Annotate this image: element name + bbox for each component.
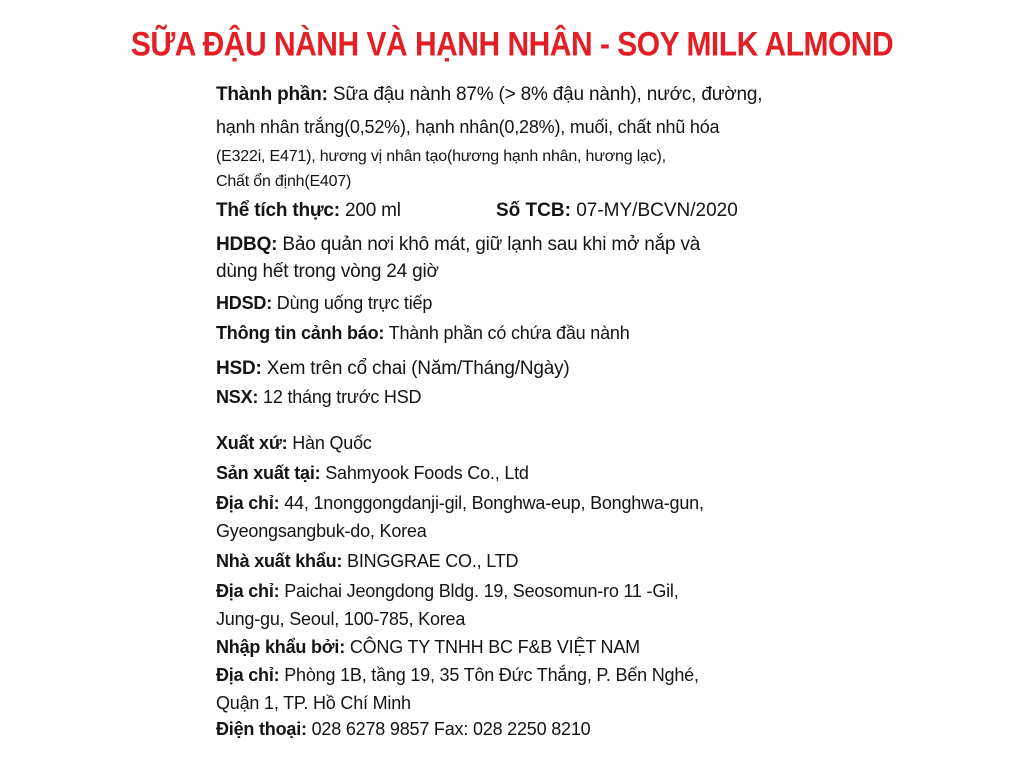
mfg-value: 12 tháng trước HSD (258, 387, 422, 407)
expiry-label: HSD: (216, 358, 262, 379)
storage-label: HDBQ: (216, 234, 278, 255)
ingredients-line-2: hạnh nhân trắng(0,52%), hạnh nhân(0,28%), muối, chất nhũ hóa (216, 117, 720, 137)
exporter-address-line-2: Jung-gu, Seoul, 100-785, Korea (216, 609, 466, 629)
exporter-address-line-1 (216, 580, 679, 602)
tcb-value: 07-MY/BCVN/2020 (570, 200, 738, 221)
importer-line (216, 636, 640, 658)
importer-address-line-1 (216, 664, 699, 686)
manufacturer-address-text-1: 44, 1nonggongdanji-gil, Bonghwa-eup, Bonghwa-gun, (279, 493, 704, 513)
tcb-label: Số TCB: (496, 200, 571, 221)
manufacturer-value: Sahmyook Foods Co., Ltd (320, 463, 529, 483)
warning-value: Thành phần có chứa đầu nành (384, 323, 630, 343)
warning-label: Thông tin cảnh báo: (216, 323, 385, 343)
usage-value: Dùng uống trực tiếp (272, 293, 433, 313)
importer-address-text-1: Phòng 1B, tầng 19, 35 Tôn Đức Thắng, P. Bến Nghé, (279, 665, 699, 685)
phone-label: Điện thoại: (216, 719, 307, 739)
mfg-line (216, 386, 421, 408)
volume-line (216, 200, 401, 222)
manufacturer-address-line-2: Gyeongsangbuk-do, Korea (216, 521, 427, 541)
importer-address-line-2: Quận 1, TP. Hồ Chí Minh (216, 693, 411, 713)
warning-line (216, 322, 630, 344)
exporter-line (216, 550, 518, 572)
storage-line-1 (216, 234, 700, 256)
origin-value: Hàn Quốc (287, 433, 372, 453)
usage-label: HDSD: (216, 293, 272, 313)
usage-line (216, 292, 432, 314)
phone-line (216, 718, 590, 740)
expiry-value: Xem trên cổ chai (Năm/Tháng/Ngày) (261, 358, 570, 379)
manufacturer-address-label: Địa chỉ: (216, 493, 280, 513)
importer-label: Nhập khẩu bởi: (216, 637, 346, 657)
product-title: SỮA ĐẬU NÀNH VÀ HẠNH NHÂN - SOY MILK ALMOND (130, 25, 894, 64)
phone-value: 028 6278 9857 Fax: 028 2250 8210 (306, 719, 591, 739)
ingredients-line-3: (E322i, E471), hương vị nhân tạo(hương hạnh nhân, hương lạc), (216, 148, 666, 165)
exporter-label: Nhà xuất khẩu: (216, 551, 343, 571)
origin-line (216, 432, 372, 454)
mfg-label: NSX: (216, 387, 259, 407)
ingredients-text-1: Sữa đậu nành 87% (> 8% đậu nành), nước, đường, (327, 84, 763, 105)
storage-line-2: dùng hết trong vòng 24 giờ (216, 261, 439, 282)
manufacturer-line (216, 462, 529, 484)
volume-value: 200 ml (339, 200, 401, 221)
exporter-address-label: Địa chỉ: (216, 581, 280, 601)
manufacturer-label: Sản xuất tại: (216, 463, 321, 483)
manufacturer-address-line-1 (216, 492, 704, 514)
storage-text-1: Bảo quản nơi khô mát, giữ lạnh sau khi mở nắp và (277, 234, 701, 255)
exporter-address-text-1: Paichai Jeongdong Bldg. 19, Seosomun-ro 11 -Gil, (279, 581, 679, 601)
volume-label: Thể tích thực: (216, 200, 340, 221)
expiry-line (216, 358, 570, 380)
importer-value: CÔNG TY TNHH BC F&B VIỆT NAM (345, 637, 640, 657)
importer-address-label: Địa chỉ: (216, 665, 280, 685)
origin-label: Xuất xứ: (216, 433, 288, 453)
ingredients-line-4: Chất ổn định(E407) (216, 173, 352, 190)
registration-number (496, 200, 738, 222)
ingredients-line-1 (216, 84, 762, 106)
exporter-value: BINGGRAE CO., LTD (342, 551, 519, 571)
ingredients-label: Thành phần: (216, 84, 328, 105)
